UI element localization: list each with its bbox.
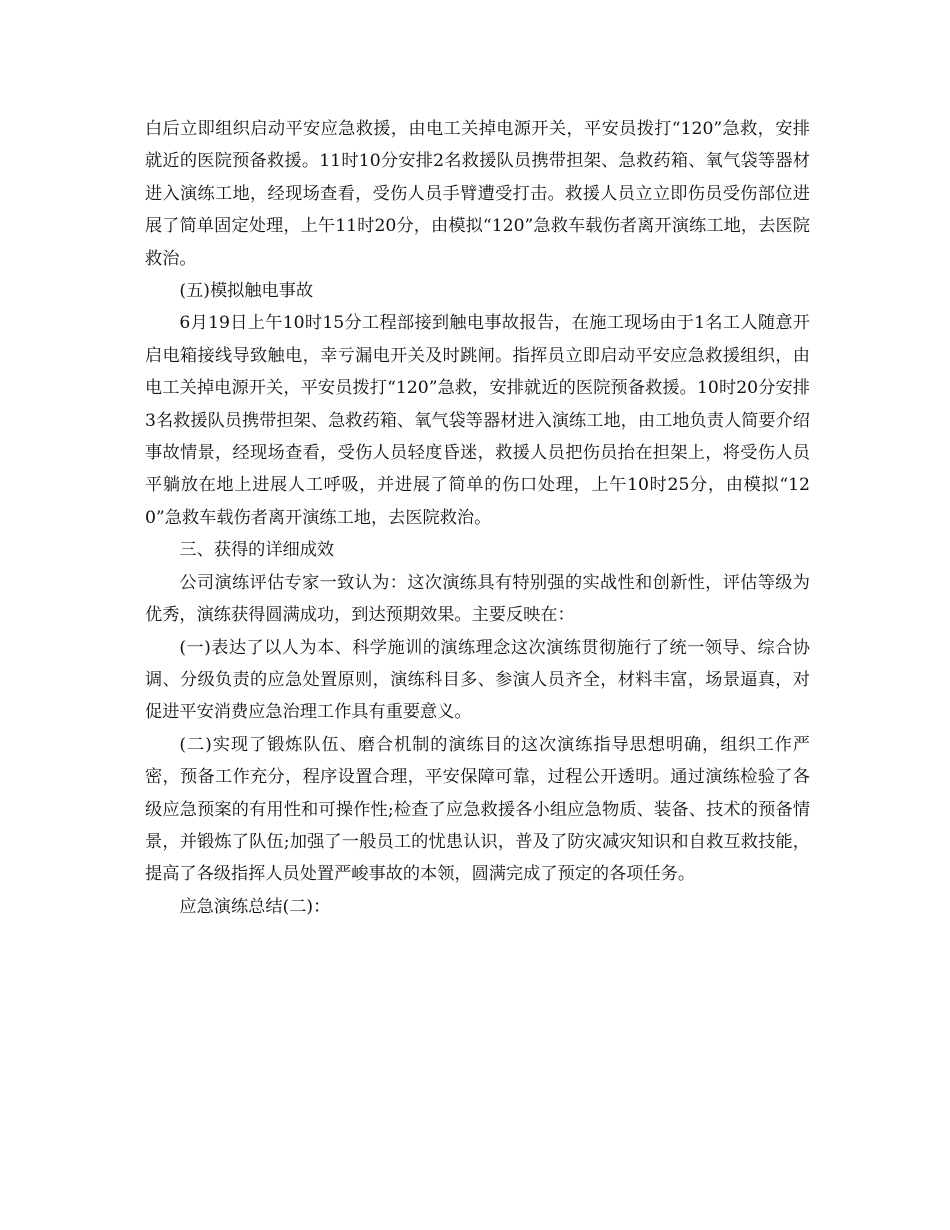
paragraph-evaluation: 公司演练评估专家一致认为：这次演练具有特别强的实战性和创新性，评估等级为优秀，演练获得圆满成功，到达预期效果。主要反映在： <box>145 572 810 626</box>
paragraph-electric-shock: 6月19日上午10时15分工程部接到触电事故报告，在施工现场由于1名工人随意开启电箱接线导致触电，幸亏漏电开关及时跳闸。指挥员立即启动平安应急救援组织，由电工关掉电源开关，平安员拨打“120”急救，安排就近的医院预备救援。10时20分安排3名救援队员携带担架、急救药箱、氧气袋等器材进入演练工地，由工地负责人简要介绍事故情景，经现场查看，受伤人员轻度昏迷，救援人员把伤员抬在担架上，将受伤人员平躺放在地上进展人工呼吸，并进展了简单的伤口处理，上午10时25分，由模拟“120”急救车载伤者离开演练工地，去医院救治。 <box>145 313 810 528</box>
paragraph-continuation: 白后立即组织启动平安应急救援，由电工关掉电源开关，平安员拨打“120”急救，安排就近的医院预备救援。11时10分安排2名救援队员携带担架、急救药箱、氧气袋等器材进入演练工地，经现场查看，受伤人员手臂遭受打击。救援人员立立即伤员受伤部位进展了简单固定处理，上午11时20分，由模拟“120”急救车载伤者离开演练工地，去医院救治。 <box>145 119 810 269</box>
paragraph-point-one: (一)表达了以人为本、科学施训的演练理念这次演练贯彻施行了统一领导、综合协调、分级负责的应急处置原则，演练科目多、参演人员齐全，材料丰富，场景逼真，对促进平安消费应急治理工作具有重要意义。 <box>145 637 810 723</box>
paragraph-point-two: (二)实现了锻炼队伍、磨合机制的演练目的这次演练指导思想明确，组织工作严密，预备工作充分，程序设置合理，平安保障可靠，过程公开透明。通过演练检验了各级应急预案的有用性和可操作性;检查了应急救援各小组应急物质、装备、技术的预备情景，并锻炼了队伍;加强了一般员工的忧患认识，普及了防灾减灾知识和自救互救技能，提高了各级指挥人员处置严峻事故的本领，圆满完成了预定的各项任务。 <box>145 734 810 885</box>
section-heading-electric-shock: (五)模拟触电事故 <box>179 281 314 302</box>
section-heading-summary-two: 应急演练总结(二)： <box>179 896 331 917</box>
document-body <box>145 113 810 923</box>
section-heading-results: 三、获得的详细成效 <box>179 540 335 561</box>
